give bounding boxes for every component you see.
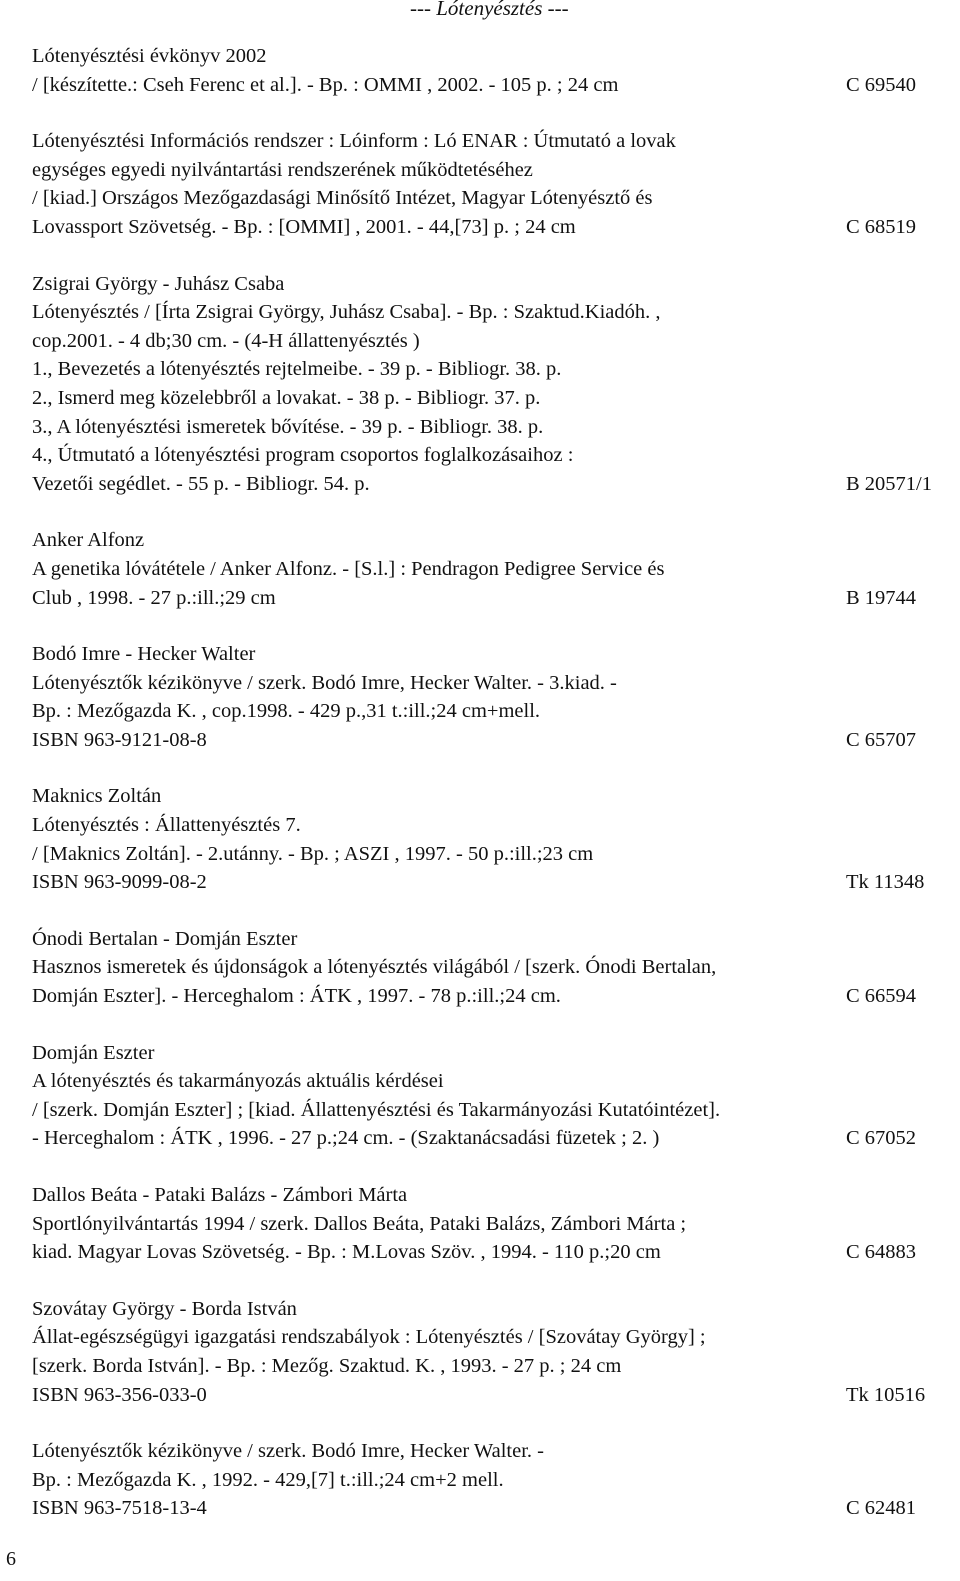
entry-line-text: Club , 1998. - 27 p.:ill.;29 cm (32, 586, 276, 609)
bibliography-entry (32, 42, 946, 99)
entry-line (32, 441, 946, 470)
entry-line (32, 982, 946, 1011)
entry-line-text: Lovassport Szövetség. - Bp. : [OMMI] , 2001. - 44,[73] p. ; 24 cm (32, 215, 576, 238)
entry-line (32, 726, 946, 755)
entry-line (32, 355, 946, 384)
entry-line (32, 811, 946, 840)
entry-line (32, 184, 946, 213)
entry-line-text: Lótenyésztési évkönyv 2002 (32, 45, 267, 67)
entry-line-text: Bp. : Mezőgazda K. , cop.1998. - 429 p.,31 t.:ill.;24 cm+mell. (32, 700, 541, 723)
entry-line-text: - Herceghalom : ÁTK , 1996. - 27 p.;24 cm. - (Szaktanácsadási füzetek ; 2. ) (32, 1127, 660, 1150)
entry-line (32, 42, 946, 71)
shelfmark: C 67052 (846, 1127, 917, 1150)
bibliography-list (32, 42, 946, 1551)
entry-line-text: Lótenyésztés : Állattenyésztés 7. (32, 814, 301, 837)
shelfmark: B 20571/1 (846, 472, 932, 495)
entry-line-text: / [készítette.: Cseh Ferenc et al.]. - Bp. : OMMI , 2002. - 105 p. ; 24 cm (32, 73, 619, 96)
entry-line-text: Állat-egészségügyi igazgatási rendszabályok : Lótenyésztés / [Szovátay György] ; (32, 1326, 706, 1349)
entry-line-text: Hasznos ismeretek és újdonságok a lótenyésztés világából / [szerk. Ónodi Bertalan, (32, 956, 717, 979)
bibliography-entry (32, 1437, 946, 1523)
entry-line-text: Domján Eszter (32, 1041, 155, 1064)
entry-line-text: Ónodi Bertalan - Domján Eszter (32, 927, 298, 950)
entry-line (32, 1295, 946, 1324)
entry-line (32, 1381, 946, 1410)
entry-line (32, 1352, 946, 1381)
entry-line-text: cop.2001. - 4 db;30 cm. - (4-H állattenyésztés ) (32, 329, 420, 352)
entry-line-text: A lótenyésztés és takarmányozás aktuális kérdései (32, 1070, 444, 1093)
entry-line (32, 298, 946, 327)
entry-line (32, 1437, 946, 1466)
entry-line (32, 868, 946, 897)
entry-line-text: / [szerk. Domján Eszter] ; [kiad. Állattenyésztési és Takarmányozási Kutatóintézet]. (32, 1098, 721, 1121)
entry-line (32, 156, 946, 185)
entry-line (32, 1494, 946, 1523)
entry-line (32, 213, 946, 242)
entry-line (32, 470, 946, 499)
entry-line (32, 384, 946, 413)
entry-line-text: Lótenyésztés / [Írta Zsigrai György, Juhász Csaba]. - Bp. : Szaktud.Kiadóh. , (32, 301, 661, 324)
entry-line (32, 697, 946, 726)
entry-line-text: ISBN 963-9099-08-2 (32, 871, 207, 894)
entry-line (32, 71, 946, 100)
entry-line-text: ISBN 963-9121-08-8 (32, 728, 207, 751)
entry-line-text: 3., A lótenyésztési ismeretek bővítése. - 39 p. - Bibliogr. 38. p. (32, 415, 544, 438)
bibliography-entry (32, 1181, 946, 1267)
bibliography-entry (32, 640, 946, 754)
entry-line (32, 526, 946, 555)
entry-line (32, 1238, 946, 1267)
bibliography-entry (32, 925, 946, 1011)
entry-line-text: Bodó Imre - Hecker Walter (32, 643, 256, 666)
entry-line (32, 1323, 946, 1352)
entry-line-text: ISBN 963-356-033-0 (32, 1383, 207, 1406)
entry-line-text: [szerk. Borda István]. - Bp. : Mezőg. Szaktud. K. , 1993. - 27 p. ; 24 cm (32, 1354, 622, 1377)
entry-line (32, 327, 946, 356)
entry-line (32, 953, 946, 982)
entry-line-text: egységes egyedi nyilvántartási rendszerének működtetéséhez (32, 158, 533, 181)
entry-line-text: ISBN 963-7518-13-4 (32, 1497, 207, 1520)
bibliography-entry (32, 526, 946, 612)
entry-line-text: 1., Bevezetés a lótenyésztés rejtelmeibe. - 39 p. - Bibliogr. 38. p. (32, 358, 562, 381)
bibliography-entry (32, 782, 946, 896)
bibliography-entry (32, 1039, 946, 1153)
shelfmark: C 69540 (846, 73, 917, 96)
section-header: --- Lótenyésztés --- (410, 0, 569, 20)
entry-line (32, 555, 946, 584)
entry-line (32, 270, 946, 299)
entry-line (32, 1096, 946, 1125)
entry-line (32, 782, 946, 811)
entry-line-text: Lótenyésztők kézikönyve / szerk. Bodó Imre, Hecker Walter. - (32, 1440, 544, 1463)
bibliography-entry (32, 270, 946, 499)
bibliography-entry (32, 1295, 946, 1409)
entry-line (32, 413, 946, 442)
entry-line-text: kiad. Magyar Lovas Szövetség. - Bp. : M.Lovas Szöv. , 1994. - 110 p.;20 cm (32, 1241, 661, 1264)
entry-line (32, 584, 946, 613)
shelfmark: Tk 11348 (846, 871, 925, 894)
shelfmark: C 66594 (846, 985, 917, 1008)
entry-line (32, 669, 946, 698)
shelfmark: C 68519 (846, 215, 917, 238)
entry-line-text: Lótenyésztők kézikönyve / szerk. Bodó Imre, Hecker Walter. - 3.kiad. - (32, 671, 617, 694)
entry-line (32, 840, 946, 869)
entry-line-text: / [kiad.] Országos Mezőgazdasági Minősítő Intézet, Magyar Lótenyésztő és (32, 187, 653, 210)
entry-line (32, 640, 946, 669)
entry-line-text: Maknics Zoltán (32, 785, 162, 808)
shelfmark: C 64883 (846, 1241, 917, 1264)
entry-line-text: Domján Eszter]. - Herceghalom : ÁTK , 1997. - 78 p.:ill.;24 cm. (32, 985, 561, 1008)
entry-line-text: Lótenyésztési Információs rendszer : Lóinform : Ló ENAR : Útmutató a lovak (32, 130, 676, 153)
entry-line-text: 2., Ismerd meg közelebbről a lovakat. - 38 p. - Bibliogr. 37. p. (32, 386, 541, 409)
entry-line (32, 1039, 946, 1068)
entry-line-text: Anker Alfonz (32, 529, 145, 552)
entry-line-text: Sportlónyilvántartás 1994 / szerk. Dallos Beáta, Pataki Balázs, Zámbori Márta ; (32, 1212, 687, 1235)
entry-line-text: Vezetői segédlet. - 55 p. - Bibliogr. 54. p. (32, 472, 370, 495)
entry-line (32, 1210, 946, 1239)
entry-line-text: / [Maknics Zoltán]. - 2.utánny. - Bp. ; ASZI , 1997. - 50 p.:ill.;23 cm (32, 842, 594, 865)
entry-line (32, 1124, 946, 1153)
entry-line-text: 4., Útmutató a lótenyésztési program csoportos foglalkozásaihoz : (32, 444, 574, 467)
entry-line-text: Dallos Beáta - Pataki Balázs - Zámbori Márta (32, 1184, 408, 1206)
entry-line (32, 925, 946, 954)
bibliography-entry (32, 127, 946, 241)
entry-line-text: Zsigrai György - Juhász Csaba (32, 272, 285, 295)
entry-line (32, 1067, 946, 1096)
entry-line-text: A genetika lóvátétele / Anker Alfonz. - [S.l.] : Pendragon Pedigree Service és (32, 557, 665, 580)
shelfmark: B 19744 (846, 586, 917, 609)
entry-line (32, 127, 946, 156)
shelfmark: C 65707 (846, 728, 917, 751)
entry-line (32, 1466, 946, 1495)
entry-line (32, 1181, 946, 1210)
shelfmark: Tk 10516 (846, 1383, 926, 1406)
shelfmark: C 62481 (846, 1497, 917, 1520)
entry-line-text: Szovátay György - Borda István (32, 1297, 297, 1320)
entry-line-text: Bp. : Mezőgazda K. , 1992. - 429,[7] t.:ill.;24 cm+2 mell. (32, 1468, 504, 1491)
page-number: 6 (6, 1548, 16, 1570)
